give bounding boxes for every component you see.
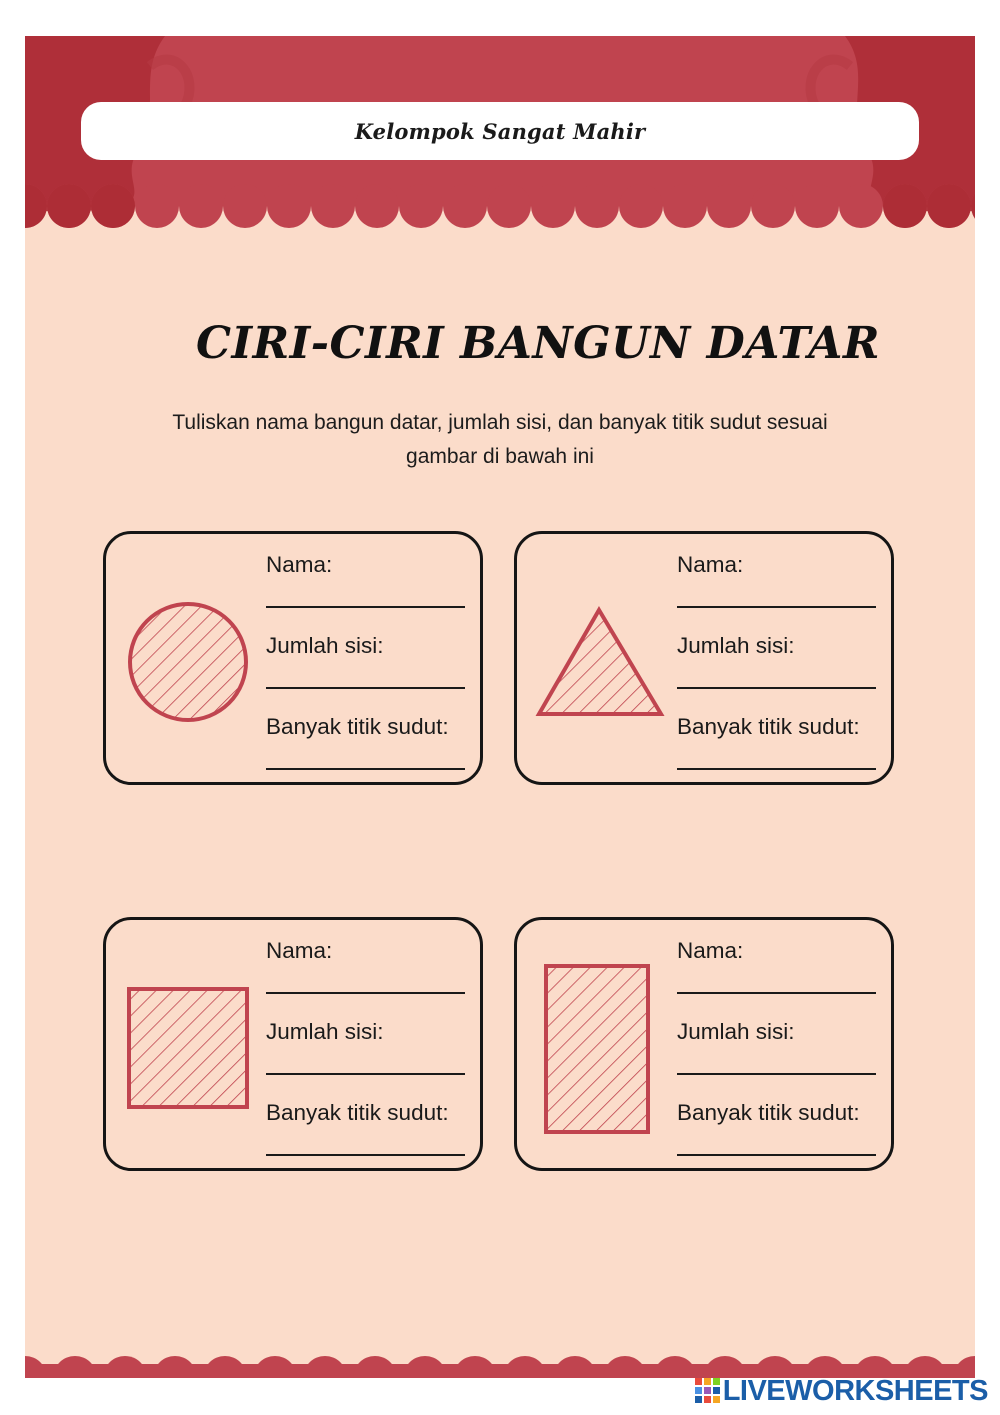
liveworksheets-logo-icon bbox=[695, 1378, 721, 1404]
name-label: Nama: bbox=[266, 552, 333, 577]
shape-card-triangle bbox=[514, 531, 894, 785]
sides-answer-line[interactable] bbox=[266, 1073, 465, 1075]
name-label: Nama: bbox=[266, 938, 333, 963]
sides-label: Jumlah sisi: bbox=[266, 1019, 384, 1044]
sides-label: Jumlah sisi: bbox=[677, 633, 795, 658]
name-answer-line[interactable] bbox=[266, 606, 465, 608]
triangle-hatched-icon bbox=[535, 604, 667, 720]
circle-hatched-icon bbox=[124, 598, 252, 726]
name-label: Nama: bbox=[677, 552, 744, 577]
corners-answer-line[interactable] bbox=[266, 768, 465, 770]
liveworksheets-watermark[interactable] bbox=[695, 1374, 988, 1408]
worksheet-page bbox=[25, 36, 975, 1378]
corners-answer-line[interactable] bbox=[266, 1154, 465, 1156]
sides-answer-line[interactable] bbox=[677, 1073, 876, 1075]
group-name-banner bbox=[81, 102, 919, 160]
rectangle-hatched-icon bbox=[543, 963, 651, 1135]
shape-card-circle bbox=[103, 531, 483, 785]
corners-label: Banyak titik sudut: bbox=[677, 1100, 860, 1125]
sides-label: Jumlah sisi: bbox=[266, 633, 384, 658]
corners-answer-line[interactable] bbox=[677, 1154, 876, 1156]
name-answer-line[interactable] bbox=[266, 992, 465, 994]
corners-label: Banyak titik sudut: bbox=[266, 1100, 449, 1125]
worksheet-title: CIRI-CIRI BANGUN DATAR bbox=[195, 318, 881, 369]
sides-label: Jumlah sisi: bbox=[677, 1019, 795, 1044]
name-label: Nama: bbox=[677, 938, 744, 963]
sides-answer-line[interactable] bbox=[266, 687, 465, 689]
group-name: Kelompok Sangat Mahir bbox=[354, 118, 646, 144]
shape-card-rectangle bbox=[514, 917, 894, 1171]
corners-label: Banyak titik sudut: bbox=[266, 714, 449, 739]
name-answer-line[interactable] bbox=[677, 992, 876, 994]
name-answer-line[interactable] bbox=[677, 606, 876, 608]
corners-answer-line[interactable] bbox=[677, 768, 876, 770]
watermark-text: LIVEWORKSHEETS bbox=[722, 1374, 988, 1407]
instructions-text: Tuliskan nama bangun datar, jumlah sisi, dan banyak titik sudut sesuai gambar di bawah ini bbox=[172, 411, 828, 468]
shape-card-square bbox=[103, 917, 483, 1171]
square-hatched-icon bbox=[126, 986, 252, 1112]
sides-answer-line[interactable] bbox=[677, 687, 876, 689]
corners-label: Banyak titik sudut: bbox=[677, 714, 860, 739]
